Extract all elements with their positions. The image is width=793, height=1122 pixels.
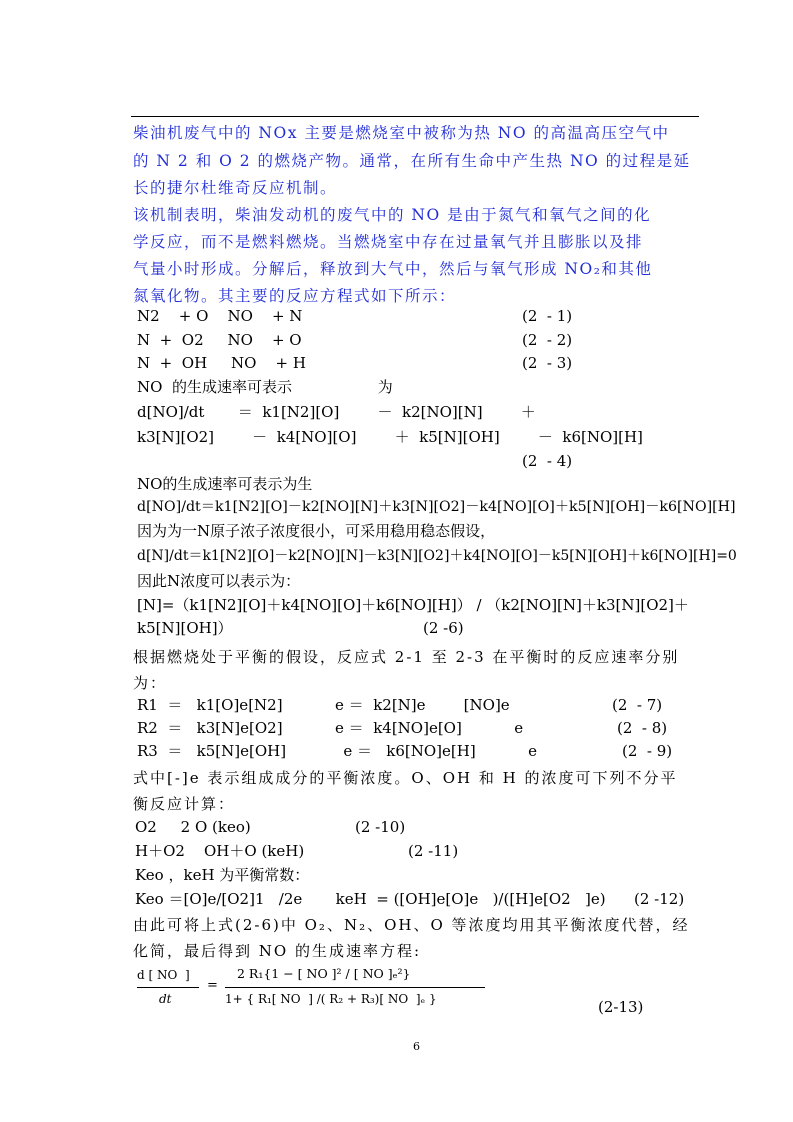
paragraph2-line: 该机制表明，柴油发动机的废气中的 NO 是由于氮气和氧气之间的化 [133, 206, 652, 224]
equation-number: (2 -10) [355, 818, 406, 836]
equation-10: O2 2 O (keo) [135, 818, 251, 836]
reaction-equation: N2 + O NO + N [137, 307, 303, 325]
header-rule [131, 116, 699, 117]
equation-number: (2 - 3) [522, 354, 573, 372]
constants-text: Keo ，keH 为平衡常数： [135, 866, 310, 884]
equation-11: H＋O2 OH＋O (keH) [135, 842, 305, 860]
equilibrium-text: 根据燃烧处于平衡的假设，反应式 2-1 至 2-3 在平衡时的反应速率分别 [133, 648, 680, 666]
paragraph2-line: 气量小时形成。分解后，释放到大气中，然后与氧气形成 NO₂和其他 [133, 260, 653, 278]
paragraph1-line: 长的捷尔杜维奇反应机制。 [133, 179, 338, 197]
rate-intro: NO 的生成速率可表示 为 [137, 378, 393, 396]
equals-sign: = [207, 978, 218, 993]
rhs-fraction-bar [225, 987, 485, 988]
rate-intro-2: NO的生成速率可表示为生 [137, 475, 313, 493]
equation-number: (2 - 9) [622, 742, 673, 760]
rate-full-equation: d[NO]/dt＝k1[N2][O]－k2[NO][N]＋k3[N][O2]－k4[NO][O]＋k5[N][OH]－k6[NO][H] [137, 499, 736, 515]
paragraph2-line: 学反应，而不是燃料燃烧。当燃烧室中存在过量氧气并且膨胀以及排 [133, 233, 644, 251]
n-concentration-equation: k5[N][OH]） [137, 619, 233, 637]
paragraph1-line: 柴油机废气中的 NOx 主要是燃烧室中被称为热 NO 的高温高压空气中 [133, 124, 670, 142]
paragraph2-line: 氮氧化物。其主要的反应方程式如下所示： [133, 287, 457, 305]
equation-number: (2-13) [598, 998, 644, 1016]
equation-number: (2 - 7) [612, 696, 663, 714]
rate-equation: R1 ＝ k1[O]e[N2] e ＝ k2[N]e [NO]e [137, 696, 510, 714]
paragraph1-line: 的 N 2 和 O 2 的燃烧产物。通常，在所有生命中产生热 NO 的过程是延 [133, 152, 691, 170]
equilibrium-text: 为： [133, 674, 168, 692]
final-text: 由此可将上式(2-6)中 O₂、N₂、OH、O 等浓度均用其平衡浓度代替，经 [133, 916, 690, 934]
reaction-equation: N + OH NO + H [137, 354, 306, 372]
n-concentration-text: 因此N浓度可以表示为： [137, 572, 301, 590]
equation-number: (2 - 1) [522, 307, 573, 325]
equation-number: (2 - 8) [617, 719, 668, 737]
steady-state-equation: d[N]/dt＝k1[N2][O]－k2[NO][N]－k3[N][O2]＋k4[NO][O]－k5[N][OH]＋k6[NO][H]=0 [137, 548, 737, 564]
concentration-text: 式中[-]e 表示组成成分的平衡浓度。O、OH 和 H 的浓度可下列不分平 [133, 769, 678, 787]
lhs-fraction-bar [137, 987, 199, 988]
steady-state-text: 因为为一N原子浓子浓度很小，可采用稳用稳态假设， [137, 522, 496, 540]
reaction-equation: N + O2 NO + O [137, 331, 302, 349]
equation-number: (2 - 2) [522, 331, 573, 349]
equation-12: Keo ＝[O]e/[O2]1 /2e keH = ([OH]e[O]e )/([H]e[O2 ]e) [135, 890, 606, 908]
lhs-numerator: d [ NO ] [137, 968, 190, 982]
rate-equation: R3 ＝ k5[N]e[OH] e ＝ k6[NO]e[H] e [137, 742, 538, 760]
equation-number: (2 - 4) [522, 452, 573, 470]
final-text: 化简，最后得到 NO 的生成速率方程: [133, 942, 422, 960]
equation-number: (2 -6) [423, 619, 464, 637]
rhs-denominator: 1+ { R₁[ NO ] /( R₂ + R₃)[ NO ]ₑ } [225, 992, 437, 1006]
concentration-text: 衡反应计算： [133, 795, 236, 813]
rhs-numerator: 2 R₁{1 − [ NO ]² / [ NO ]ₑ²} [237, 966, 411, 981]
final-rate-equation [137, 966, 497, 1016]
rate-equation: R2 ＝ k3[N]e[O2] e ＝ k4[NO]e[O] e [137, 719, 524, 737]
lhs-denominator: dt [159, 992, 172, 1006]
n-concentration-equation: [N]=（k1[N2][O]＋k4[NO][O]＋k6[NO][H]） / （k2[NO][N]＋k3[N][O2]＋ [137, 596, 689, 614]
rate-equation-line: d[NO]/dt ＝ k1[N2][O] － k2[NO][N] ＋ [137, 403, 536, 421]
page-number: 6 [413, 1040, 420, 1053]
rate-equation-line: k3[N][O2] － k4[NO][O] ＋ k5[N][OH] － k6[NO][H] [137, 428, 643, 446]
equation-number: (2 -12) [634, 890, 685, 908]
equation-number: (2 -11) [408, 842, 459, 860]
